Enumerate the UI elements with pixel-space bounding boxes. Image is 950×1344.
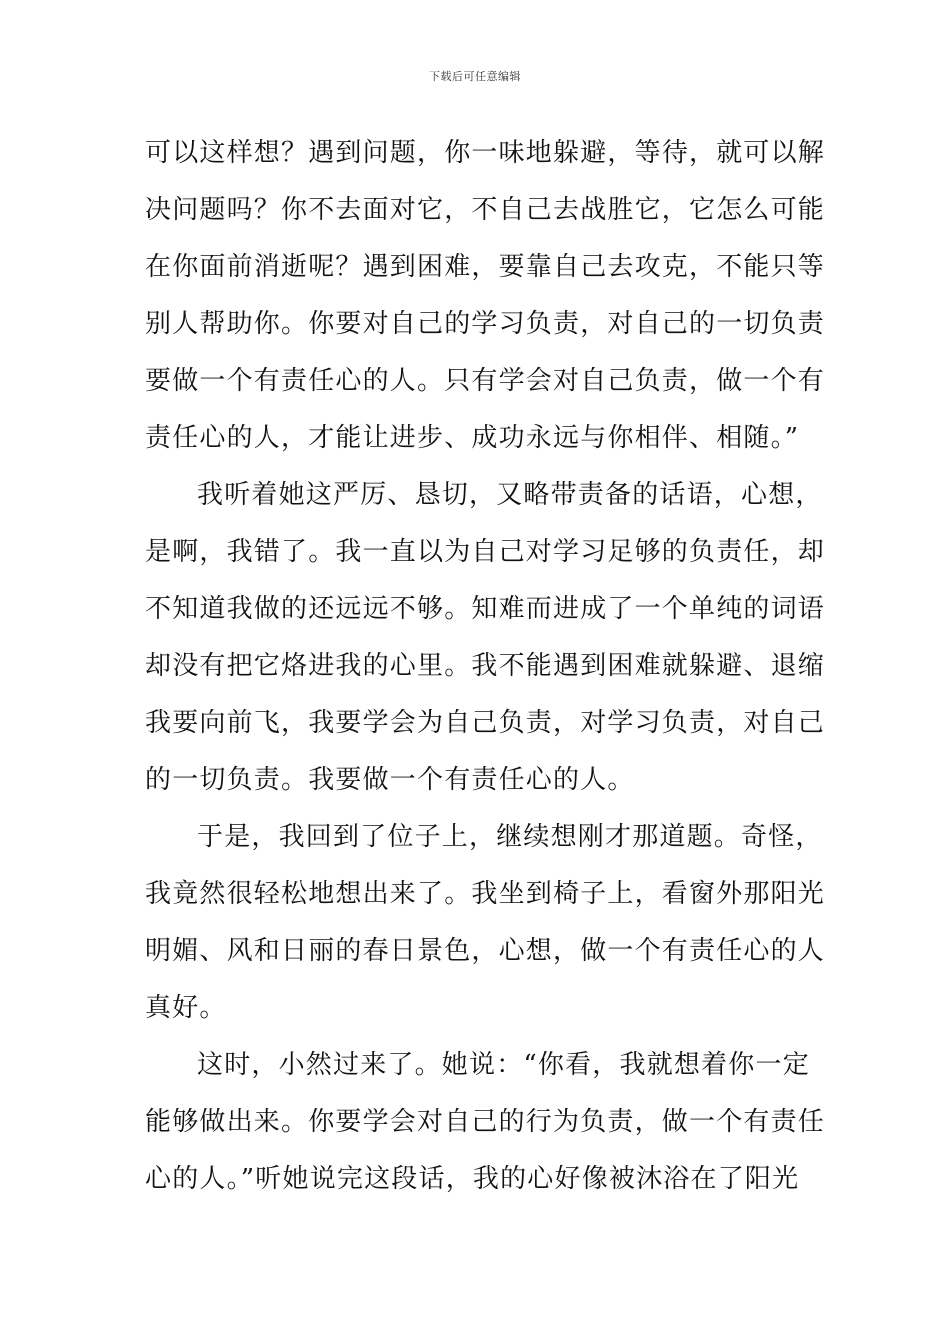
text-line: 要做一个有责任心的人。只有学会对自己负责，做一个有	[145, 366, 826, 396]
text-line: 在你面前消逝呢？遇到困难，要靠自己去攻克，不能只等	[145, 252, 826, 282]
text-line: 我竟然很轻松地想出来了。我坐到椅子上，看窗外那阳光	[145, 879, 826, 909]
text-line: 不知道我做的还远远不够。知难而进成了一个单纯的词语	[145, 594, 826, 624]
text-line: 能够做出来。你要学会对自己的行为负责，做一个有责任	[145, 1107, 826, 1137]
text-line: 我要向前飞，我要学会为自己负责，对学习负责，对自己	[145, 708, 826, 738]
text-line: 却没有把它烙进我的心里。我不能遇到困难就躲避、退缩	[145, 651, 826, 681]
document-body	[145, 125, 826, 1208]
text-line: 这时，小然过来了。她说：“你看，我就想着你一定	[197, 1050, 810, 1080]
text-line: 心的人。”听她说完这段话，我的心好像被沐浴在了阳光	[145, 1164, 800, 1194]
text-line: 可以这样想？遇到问题，你一味地躲避，等待，就可以解	[145, 138, 826, 168]
text-line: 是啊，我错了。我一直以为自己对学习足够的负责任，却	[145, 537, 826, 567]
text-line: 别人帮助你。你要对自己的学习负责，对自己的一切负责	[145, 309, 826, 339]
text-line: 于是，我回到了位子上，继续想刚才那道题。奇怪，	[197, 822, 823, 852]
page-header: 下载后可任意编辑	[429, 70, 521, 83]
text-line: 我听着她这严厉、恳切，又略带责备的话语，心想，	[197, 480, 823, 510]
text-line: 真好。	[145, 993, 227, 1023]
text-line: 的一切负责。我要做一个有责任心的人。	[145, 765, 635, 795]
text-line: 责任心的人，才能让进步、成功永远与你相伴、相随。”	[145, 423, 800, 453]
text-line: 决问题吗？你不去面对它，不自己去战胜它，它怎么可能	[145, 195, 826, 225]
text-line: 明媚、风和日丽的春日景色，心想，做一个有责任心的人	[145, 936, 826, 966]
